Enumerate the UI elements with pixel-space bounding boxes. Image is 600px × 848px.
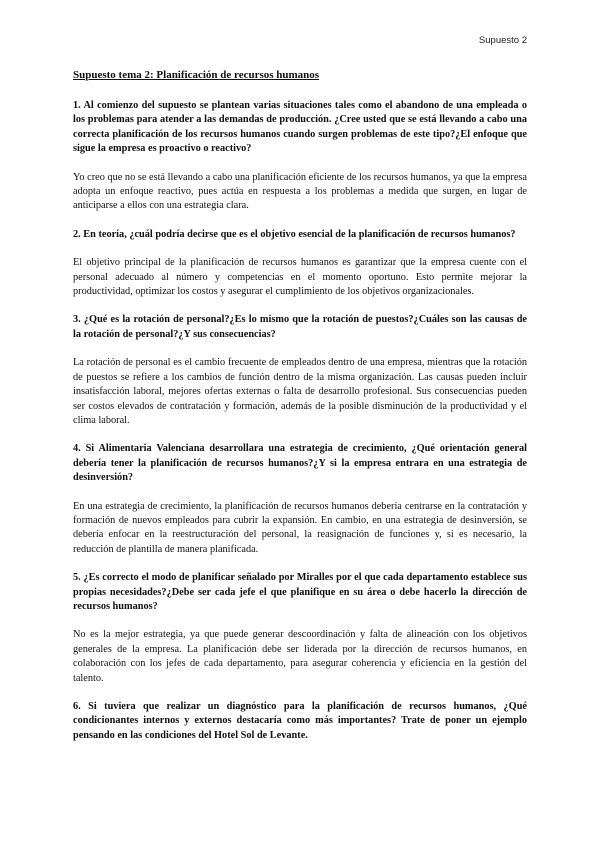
question-2: 2. En teoría, ¿cuál podría decirse que es el objetivo esencial de la planificación de recursos humanos? (73, 228, 516, 240)
answer-1: Yo creo que no se está llevando a cabo una planificación eficiente de los recursos humanos, ya que la empresa adopta un enfoque reactivo, pues actúa en respuesta a los problemas a medida que surgen, en lugar de anticiparse a ellos con una estrategia clara. (73, 171, 527, 212)
document-body (73, 69, 527, 757)
question-4: 4. Si Alimentaria Valenciana desarrollara una estrategia de crecimiento, ¿Qué orientación general debería tener la planificación de recursos humanos?¿Y si la empresa entrara en una estrategia de desinversión? (73, 443, 527, 484)
answer-4: En una estrategia de crecimiento, la planificación de recursos humanos debería centrarse en la contratación y formación de nuevos empleados para cubrir la expansión. En cambio, en una estrategia de desinversión, se debería enfocar en la reestructuración del personal, la reasignación de funciones y, si es necesario, la reducción de plantilla de manera planificada. (73, 500, 527, 555)
answer-2: El objetivo principal de la planificación de recursos humanos es garantizar que la empresa cuente con el personal adecuado al número y competencias en el momento oportuno. Esto permite mejorar la productividad, optimizar los costos y asegurar el cumplimiento de los objetivos organizacionales. (73, 257, 527, 298)
question-6: 6. Si tuviera que realizar un diagnóstico para la planificación de recursos humanos, ¿Qué condicionantes internos y externos destacaría como más importantes? Trate de poner un ejemplo pensando en las condiciones del Hotel Sol de Levante. (73, 701, 527, 741)
document-title: Supuesto tema 2: Planificación de recursos humanos (73, 69, 320, 81)
question-3: 3. ¿Qué es la rotación de personal?¿Es lo mismo que la rotación de puestos?¿Cuáles son las causas de la rotación de personal?¿Y sus consecuencias? (73, 314, 527, 340)
answer-3: La rotación de personal es el cambio frecuente de empleados dentro de una empresa, mientras que la rotación de puestos se refiere a los cambios de función dentro de la misma organización. Las causas pueden incluir insatisfacción laboral, mejores ofertas externas o falta de desarrollo profesional. Sus consecuencias pueden ser costos elevados de contratación y formación, además de la posible disminución de la productividad y el clima laboral. (73, 357, 527, 426)
question-1: 1. Al comienzo del supuesto se plantean varias situaciones tales como el abandono de una empleada o los problemas para atender a las demandas de producción. ¿Cree usted que se está llevando a cabo una correcta planificación de los recursos humanos cuando surgen problemas de este tipo?¿El enfoque que sigue la empresa es proactivo o reactivo? (73, 100, 527, 155)
question-5: 5. ¿Es correcto el modo de planificar señalado por Miralles por el que cada departamento establece sus propias necesidades?¿Debe ser cada jefe el que planifique en su área o debe hacerlo la dirección de recursos humanos? (73, 572, 527, 612)
answer-5: No es la mejor estrategia, ya que puede generar descoordinación y falta de alineación con los objetivos generales de la empresa. La planificación debe ser liderada por la dirección de recursos humanos, en colaboración con los jefes de cada departamento, para asegurar coherencia y eficiencia en la gestión del talento. (73, 629, 527, 684)
page-header-label: Supuesto 2 (478, 35, 527, 46)
